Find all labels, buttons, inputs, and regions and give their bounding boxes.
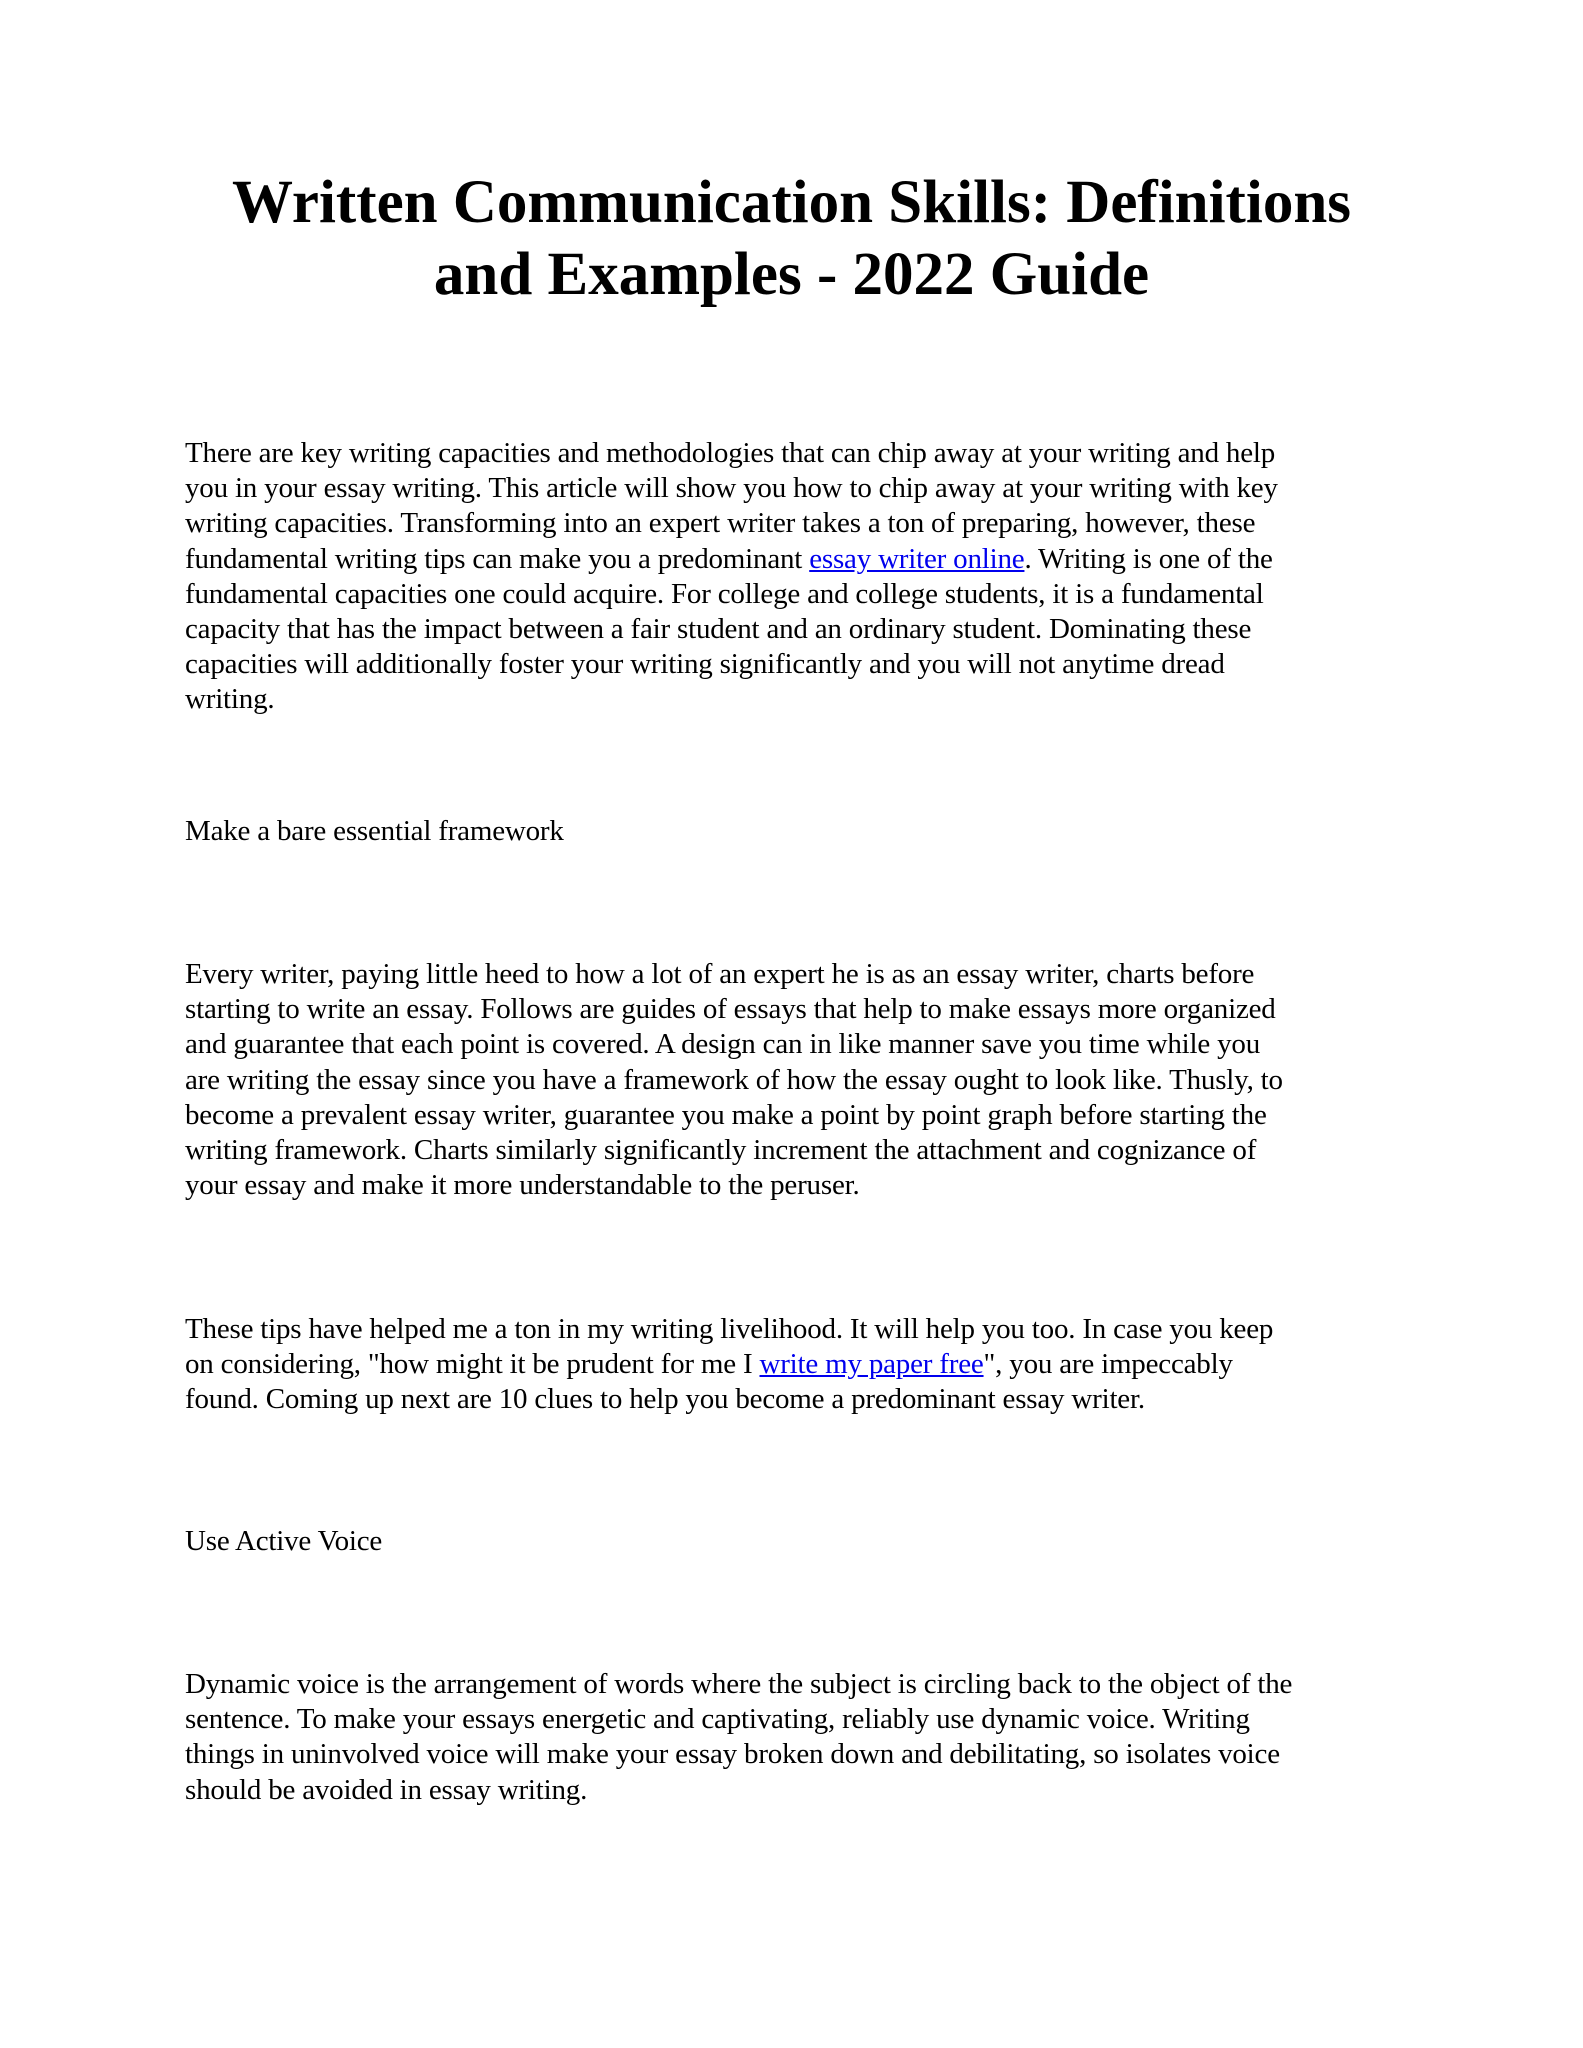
text-line: starting to write an essay. Follows are guides of essays that help to make essays more organized [185,993,1276,1026]
text-line: Every writer, paying little heed to how a lot of an expert he is as an essay writer, charts before [185,958,1255,990]
text-segment: on considering, "how might it be prudent for me I [185,1348,760,1381]
section-heading-active-voice: Use Active Voice [185,1525,383,1557]
text-line: sentence. To make your essays energetic and captivating, reliably use dynamic voice. Writing [185,1703,1250,1736]
text-line: These tips have helped me a ton in my writing livelihood. It will help you too. In case you keep [185,1313,1274,1345]
text-line: writing capacities. Transforming into an expert writer takes a ton of preparing, however, these [185,507,1256,540]
text-line: your essay and make it more understandable to the peruser. [185,1169,860,1202]
text-segment: fundamental writing tips can make you a predominant [185,542,810,575]
text-line: writing framework. Charts similarly significantly increment the attachment and cognizance of [185,1134,1257,1167]
text-line: found. Coming up next are 10 clues to help you become a predominant essay writer. [185,1383,1145,1416]
text-line: writing. [185,683,275,716]
section-heading-framework: Make a bare essential framework [185,815,564,847]
text-line: things in uninvolved voice will make your essay broken down and debilitating, so isolates voice [185,1738,1280,1771]
write-my-paper-free-link[interactable]: write my paper free [759,1348,984,1381]
text-line: capacities will additionally foster your writing significantly and you will not anytime dread [185,648,1225,681]
active-voice-paragraph [185,1667,1425,1808]
text-line: and guarantee that each point is covered. A design can in like manner save you time while you [185,1028,1261,1061]
framework-paragraph [185,957,1425,1203]
text-line: become a prevalent essay writer, guarantee you make a point by point graph before starting the [185,1098,1267,1131]
text-line: fundamental capacities one could acquire. For college and college students, it is a fundamental [185,577,1264,610]
intro-paragraph [185,436,1425,718]
essay-writer-online-link[interactable]: essay writer online [809,542,1025,575]
text-line: are writing the essay since you have a framework of how the essay ought to look like. Thusly, to [185,1063,1283,1096]
text-line: you in your essay writing. This article will show you how to chip away at your writing with key [185,472,1278,505]
title-line-2: and Examples - 2022 Guide [433,241,1150,308]
document-title [0,167,1583,311]
text-segment: ", you are impeccably [983,1348,1233,1381]
tips-paragraph [185,1312,1425,1418]
text-line: should be avoided in essay writing. [185,1773,588,1806]
text-line [185,542,1425,577]
title-line-1: Written Communication Skills: Definitions [232,169,1351,236]
text-segment: . Writing is one of the [1024,542,1273,575]
text-line: There are key writing capacities and methodologies that can chip away at your writing and help [185,437,1276,469]
text-line [185,1347,1425,1382]
text-line: capacity that has the impact between a fair student and an ordinary student. Dominating these [185,613,1252,646]
text-line: Dynamic voice is the arrangement of words where the subject is circling back to the object of the [185,1668,1293,1700]
